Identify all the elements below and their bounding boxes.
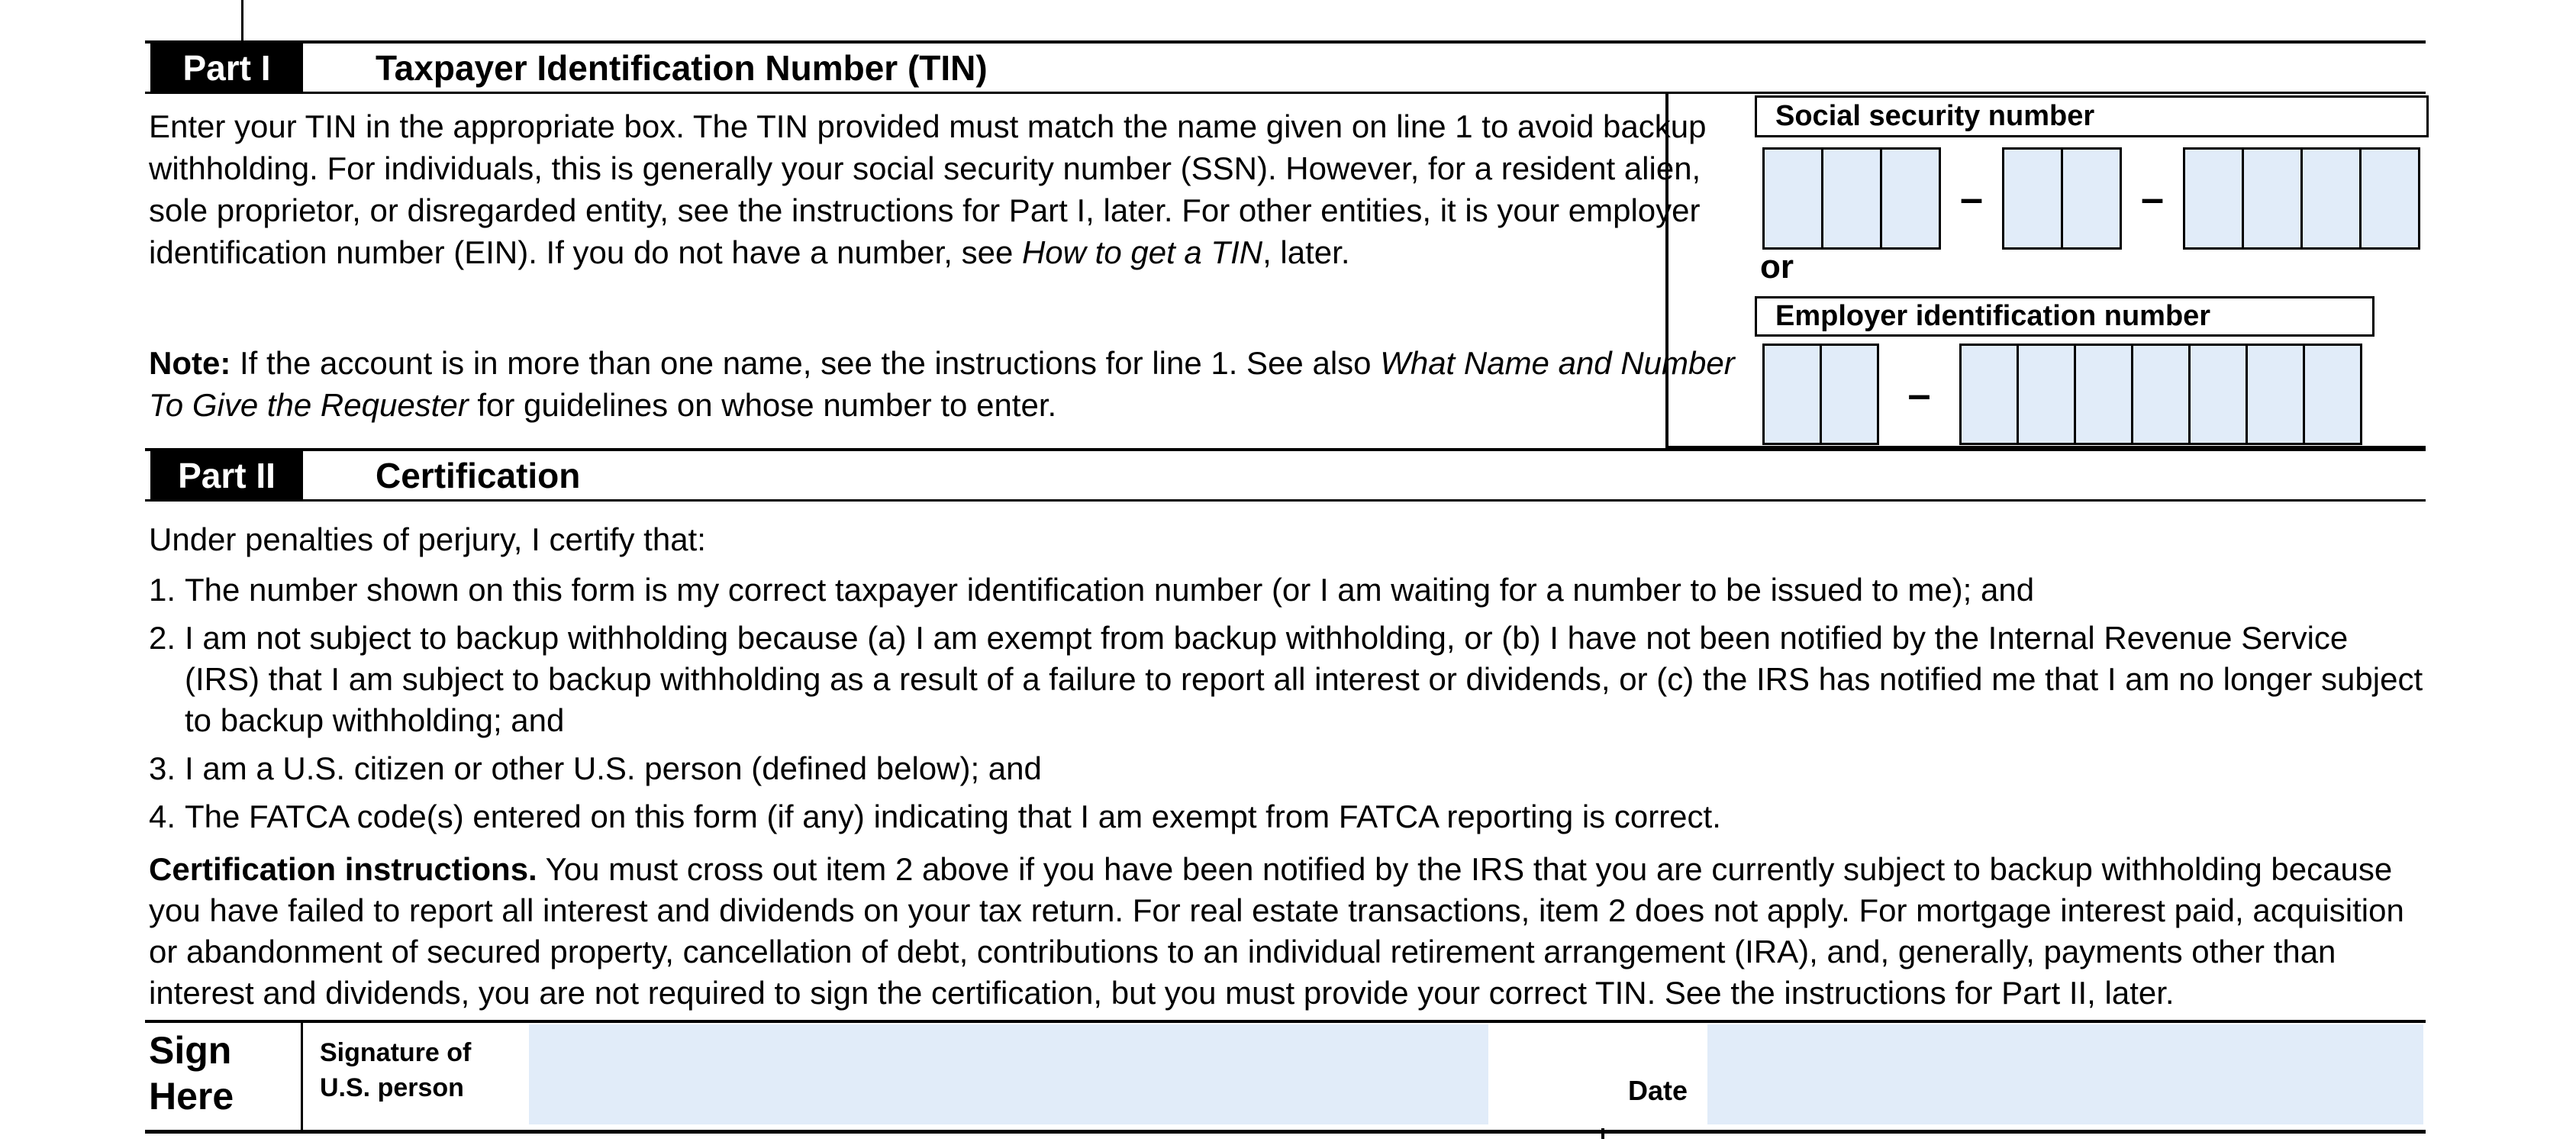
signature-input[interactable] [529,1024,1488,1124]
ssn-digit-cell[interactable] [2183,147,2244,250]
signature-of-label: Signature of U.S. person [320,1038,472,1102]
column-tick-mark [1601,1128,1604,1139]
tin-note-paragraph: Note: If the account is in more than one name, see the instructions for line 1. See also What Name and Number To Give the Requester for guidelines on whose number to enter. [149,345,1735,423]
date-input[interactable] [1707,1024,2423,1124]
certification-intro: Under penalties of perjury, I certify that: [149,521,706,557]
ssn-digit-cell-group [2002,147,2122,250]
ssn-digit-cell[interactable] [1821,147,1882,250]
ssn-digit-cell[interactable] [2359,147,2420,250]
dash-separator: – [1959,176,1984,221]
ssn-label: Social security number [1755,95,2429,137]
certification-item [149,569,2431,611]
sign-here-label [145,1023,303,1130]
tin-instructions-paragraph: Enter your TIN in the appropriate box. The TIN provided must match the name given on line 1 to avoid backup withholding. For individuals, this is generally your social security number (SSN). However, for a resident alien, sole proprietor, or disregarded entity, see the instructions for Part I, later. For other entities, it is your employer identification number (EIN). If you do not have a number, see How to get a TIN, later. [149,108,1707,270]
ssn-digit-cell-group [1762,147,1941,250]
item-number: 3. [149,750,176,786]
part2-header [145,448,2426,502]
ein-digit-cell[interactable] [2303,344,2362,445]
item-text: The number shown on this form is my correct taxpayer identification number (or I am waiting for a number to be issued to me); and [185,572,2035,608]
column-divider-line [241,0,243,42]
certification-item [149,796,2431,837]
certification-item [149,748,2431,789]
or-label: or [1760,248,1794,286]
ein-digit-cell[interactable] [1820,344,1879,445]
ein-digit-boxes [1762,344,2362,445]
item-number: 4. [149,798,176,834]
ssn-digit-cell[interactable] [2061,147,2122,250]
certification-item [149,618,2431,741]
ein-digit-cell[interactable] [1959,344,2019,445]
ein-digit-cell[interactable] [2131,344,2191,445]
dash-separator: – [2140,176,2165,221]
item-text: I am not subject to backup withholding because (a) I am exempt from backup withholding, or (b) I have not been notified by the Internal Revenue Service (IRS) that I am subject to backup withholding as a result of a failure to report all interest or dividends, or (c) the IRS has notified me that I am no longer subject to backup withholding; and [185,620,2423,738]
date-label: Date [1627,1075,1688,1106]
ein-digit-cell[interactable] [2017,344,2076,445]
tin-boxes-column [1665,92,2426,449]
ein-digit-cell-group [1762,344,1879,445]
ssn-digit-cell[interactable] [1762,147,1823,250]
ein-digit-cell-group [1959,344,2362,445]
ein-digit-cell[interactable] [2188,344,2248,445]
item-number: 1. [149,572,176,608]
sign-here-line1: Sign [149,1029,232,1072]
ein-digit-cell[interactable] [1762,344,1822,445]
ssn-digit-cell[interactable] [2002,147,2063,250]
part1-label: Part I [150,44,303,92]
dash-separator: – [1907,371,1931,418]
part2-title: Certification [376,455,581,495]
sign-here-line2: Here [149,1075,234,1118]
item-text: I am a U.S. citizen or other U.S. person (defined below); and [185,750,1042,786]
ssn-digit-cell[interactable] [2300,147,2362,250]
certification-instructions-paragraph: Certification instructions. You must cross out item 2 above if you have been notified by the IRS that you are currently subject to backup withholding because you have failed to report all interest and dividends on your tax return. For real estate transactions, item 2 does not apply. For mortgage interest paid, acquisition or abandonment of secured property, cancellation of debt, contributions to an individual retirement arrangement (IRA), and, generally, payments other than interest and dividends, you are not required to sign the certification, but you must provide your correct TIN. See the instructions for Part II, later. [149,851,2404,1011]
part2-label: Part II [150,451,303,499]
date-label-area [1488,1023,1707,1130]
part1-header [145,40,2426,94]
ein-label: Employer identification number [1755,296,2374,337]
ein-digit-cell[interactable] [2074,344,2133,445]
ssn-digit-cell-group [2183,147,2420,250]
ssn-digit-boxes [1762,147,2420,250]
ssn-digit-cell[interactable] [1880,147,1941,250]
item-number: 2. [149,620,176,656]
ein-digit-cell[interactable] [2246,344,2305,445]
sign-here-row [145,1020,2426,1134]
item-text: The FATCA code(s) entered on this form (if any) indicating that I am exempt from FATCA reporting is correct. [185,798,1721,834]
part1-title: Taxpayer Identification Number (TIN) [376,47,988,88]
ssn-digit-cell[interactable] [2242,147,2303,250]
certification-list [149,569,2431,844]
